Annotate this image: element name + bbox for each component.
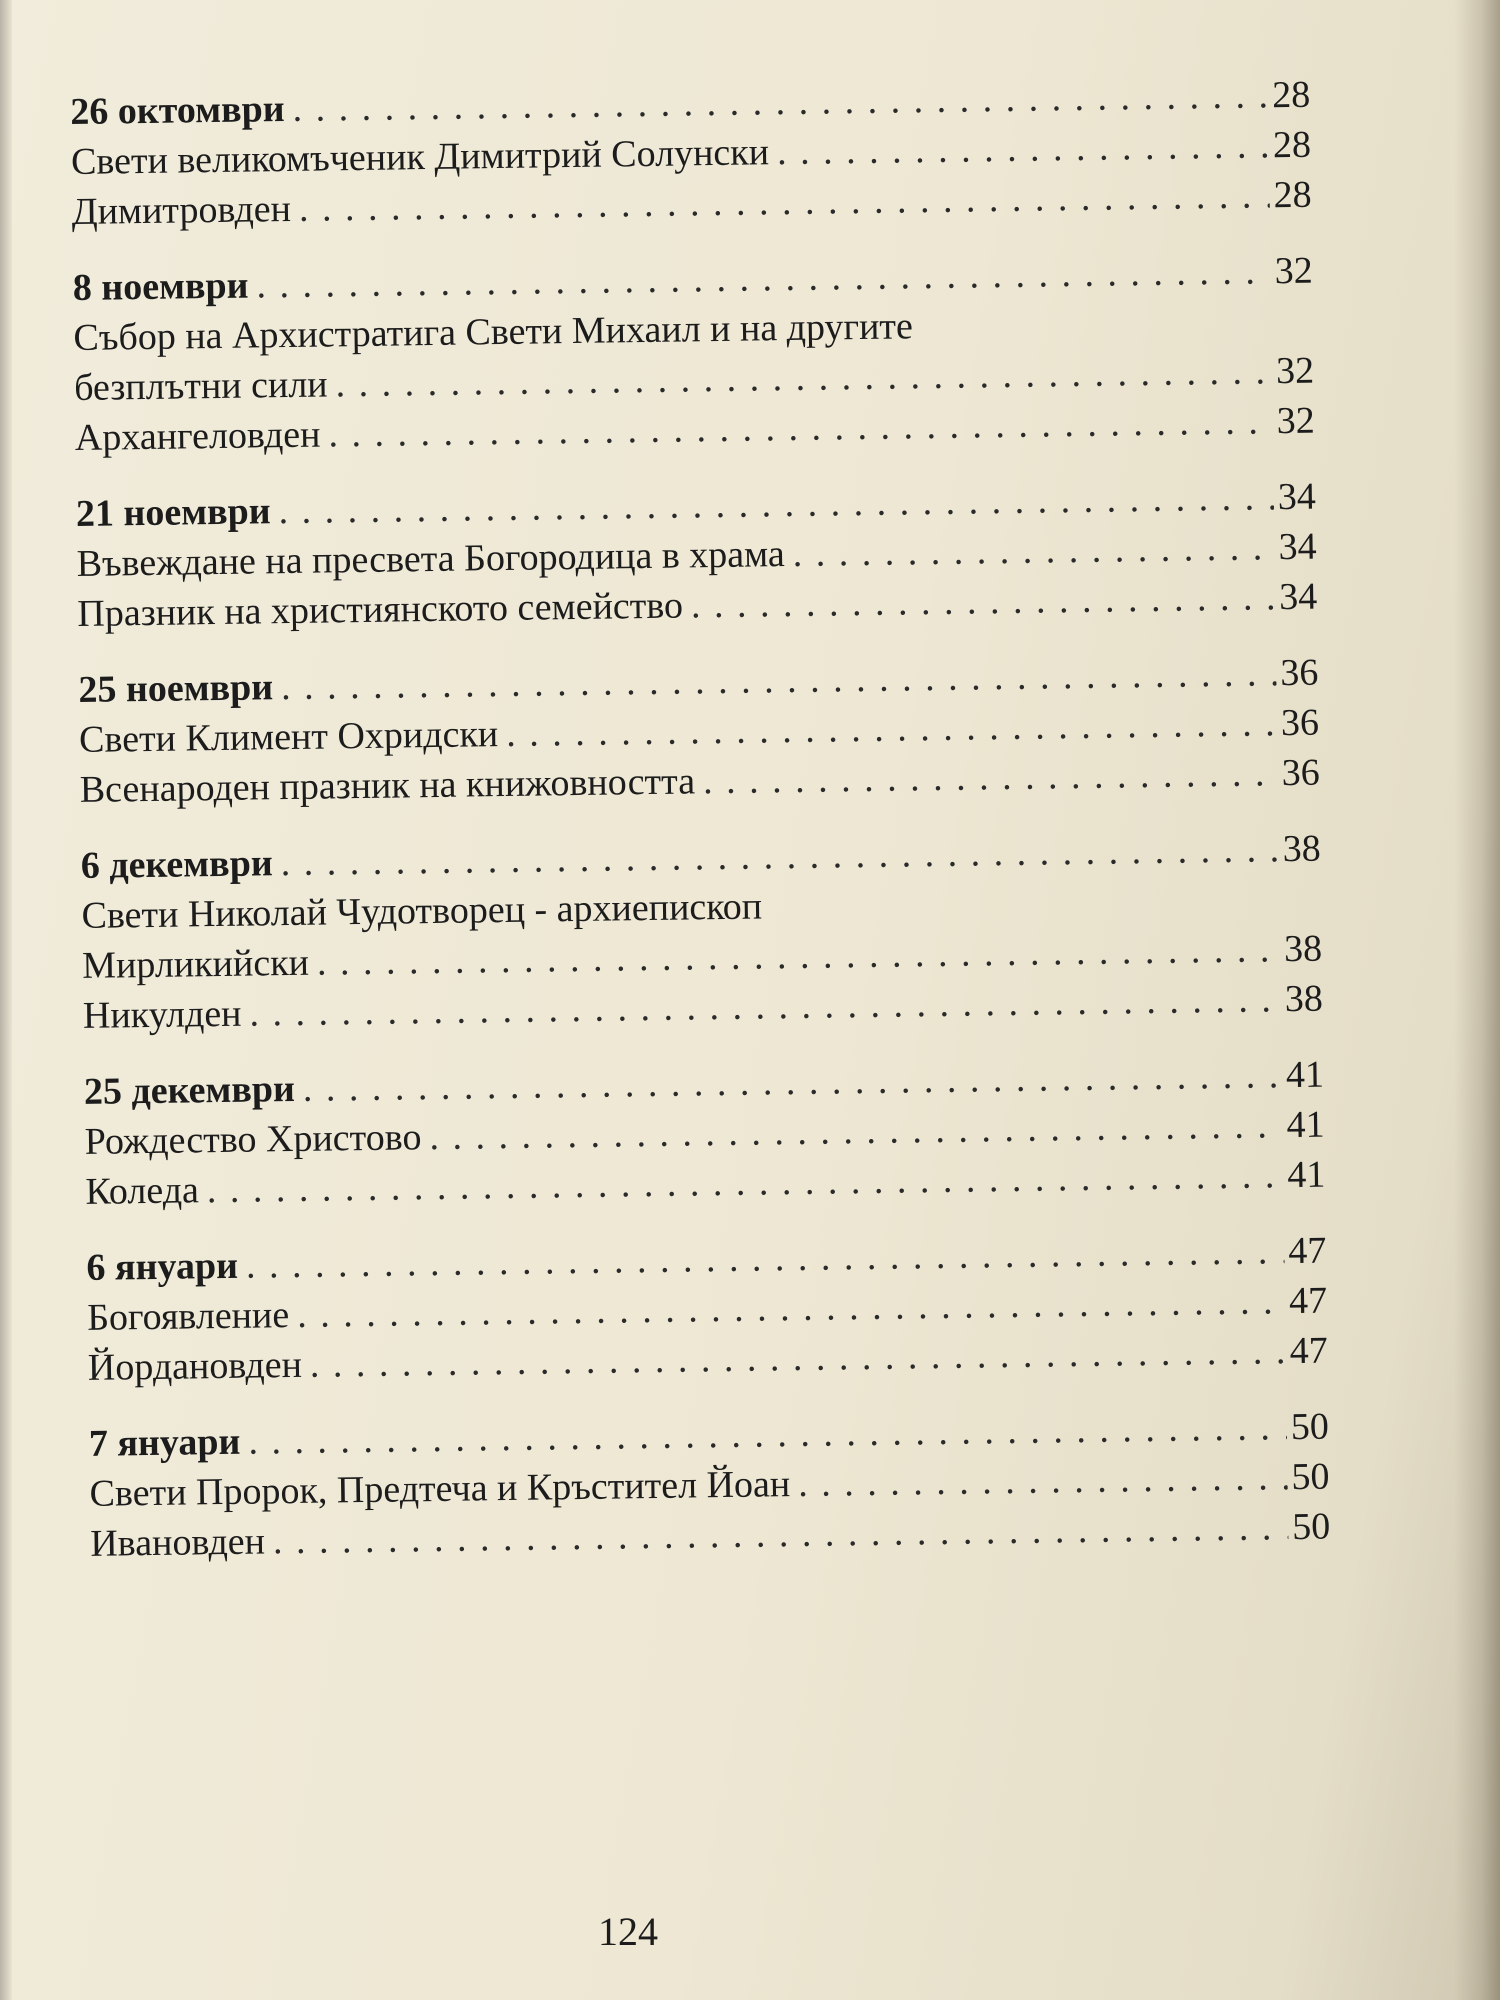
- toc-entry-label: Ивановден: [90, 1520, 266, 1565]
- toc-section-6-january: [86, 1227, 1328, 1394]
- toc-page-number: 50: [1291, 1505, 1331, 1549]
- toc-section-25-november: [78, 649, 1320, 816]
- toc-entry-label: Богоявление: [86, 1294, 290, 1339]
- toc-page-number: 50: [1290, 1405, 1330, 1449]
- toc-page-number: 36: [1280, 701, 1320, 745]
- toc-page-number: 47: [1288, 1279, 1328, 1323]
- toc-page-number: 41: [1287, 1153, 1326, 1197]
- toc-page-number: 34: [1277, 475, 1317, 519]
- toc-page-number: 32: [1276, 399, 1316, 443]
- toc-heading-label: 25 декември: [83, 1067, 296, 1113]
- toc-section-21-november: [76, 473, 1318, 640]
- toc-section-7-january: [89, 1403, 1331, 1570]
- toc-entry-label: Всенароден празник на книжовността: [79, 760, 696, 811]
- dot-leader: [798, 1453, 1288, 1508]
- toc-entry-label: Мирликийски: [81, 941, 310, 987]
- toc-entry-label: безплътни сили: [73, 363, 328, 409]
- toc-page-number: 28: [1273, 173, 1312, 217]
- toc-page-number: 47: [1288, 1229, 1327, 1273]
- dot-leader: [777, 121, 1270, 176]
- toc-page-number: 47: [1289, 1329, 1329, 1373]
- toc-heading-label: 21 ноември: [75, 490, 271, 535]
- toc-page-number: 34: [1278, 575, 1318, 619]
- toc-page-number: 36: [1281, 751, 1320, 795]
- toc-entry-label: Коледа: [85, 1169, 200, 1213]
- toc-entry-label: Никулден: [82, 992, 242, 1037]
- dot-leader: [792, 523, 1274, 578]
- page-gutter-shadow: [1454, 0, 1500, 2000]
- dot-leader: [691, 573, 1276, 629]
- toc-heading-label: 6 декември: [80, 842, 273, 887]
- dot-leader: [703, 749, 1278, 805]
- toc-page-number: 28: [1272, 123, 1312, 167]
- toc-page-number: 32: [1275, 349, 1315, 393]
- toc-entry-label: Въвеждане на пресвета Богородица в храма: [76, 533, 786, 585]
- toc-entry-label: Събор на Архистратига Свети Михаил и на другите: [73, 305, 914, 359]
- toc-heading-label: 6 януари: [86, 1244, 239, 1289]
- page-number: 124: [598, 1909, 658, 1954]
- toc-entry-label: Димитровден: [71, 187, 292, 233]
- toc-entry-label: Рождество Христово: [84, 1116, 422, 1163]
- page-left-edge: [0, 0, 12, 2000]
- toc-section-6-december: [81, 825, 1324, 1042]
- toc-page-number: 34: [1278, 525, 1317, 569]
- toc-section-26-october: [70, 71, 1312, 238]
- toc-entry-label: Свети Николай Чудотворец - архиепископ: [81, 885, 763, 937]
- toc-entry-label: Архангеловден: [74, 413, 321, 459]
- toc-page-number: 36: [1279, 651, 1319, 695]
- toc-entry-label: Йордановден: [87, 1343, 303, 1389]
- dot-leader: [506, 699, 1277, 758]
- toc-section-8-november: [72, 247, 1315, 464]
- toc-section-25-december: [84, 1051, 1326, 1218]
- toc-page-number: 38: [1282, 827, 1322, 871]
- toc-page-number: 28: [1271, 73, 1311, 117]
- toc-page-number: 41: [1285, 1053, 1325, 1097]
- toc-page-number: 38: [1283, 927, 1323, 971]
- toc-heading-label: 25 ноември: [78, 666, 274, 711]
- toc-entry-label: Свети Пророк, Предтеча и Кръстител Йоан: [89, 1463, 791, 1515]
- toc-heading-label: 8 ноември: [72, 264, 249, 309]
- toc-entry-label: Празник на християнското семейство: [77, 584, 684, 635]
- toc-entry-label: Свети великомъченик Димитрий Солунски: [70, 131, 770, 183]
- toc-page-number: 38: [1284, 977, 1324, 1021]
- toc-page-number: 32: [1274, 249, 1313, 293]
- toc-heading-label: 26 октомври: [70, 88, 285, 133]
- toc-entry-label: Свети Климент Охридски: [78, 713, 499, 761]
- table-of-contents: [70, 71, 1331, 1596]
- toc-page-number: 50: [1291, 1455, 1330, 1499]
- toc-page-number: 41: [1286, 1103, 1325, 1147]
- toc-heading-label: 7 януари: [88, 1420, 241, 1465]
